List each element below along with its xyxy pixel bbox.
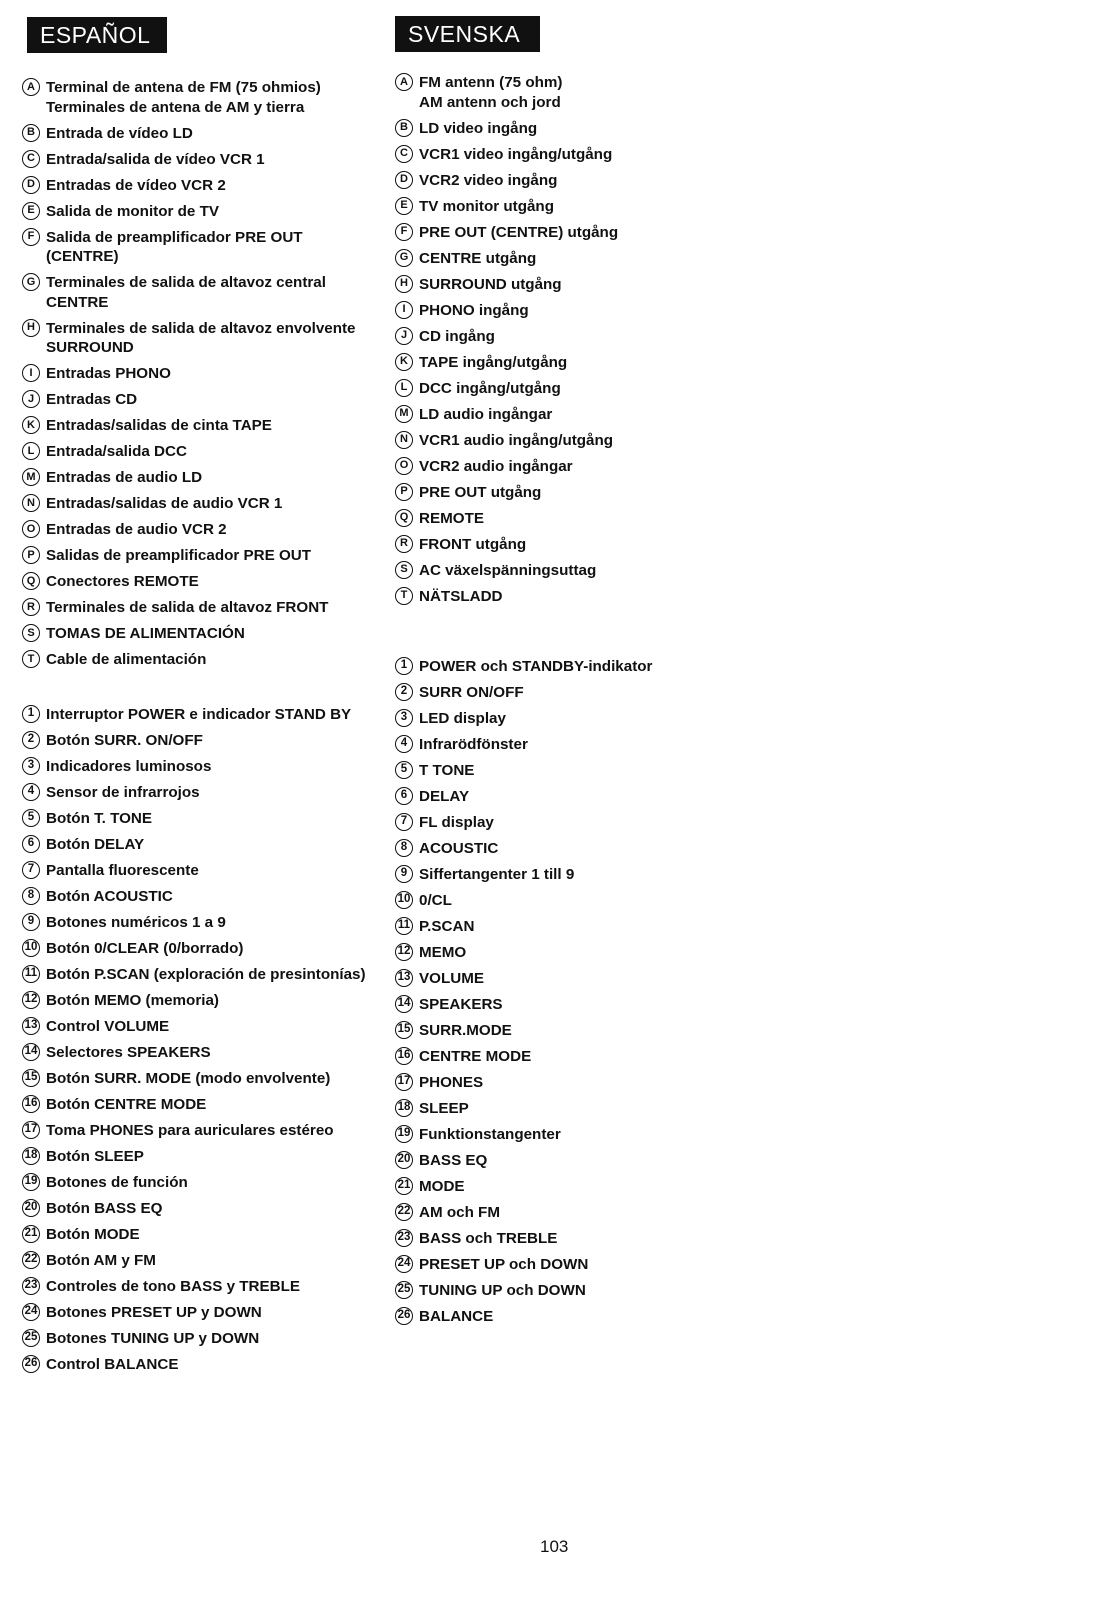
item-label: Botón P.SCAN (exploración de presintonías) xyxy=(46,966,366,983)
list-item xyxy=(395,683,652,703)
list-item xyxy=(22,809,366,829)
item-label: AC växelspänningsuttag xyxy=(419,561,597,579)
item-marker: 14 xyxy=(22,1043,40,1061)
item-marker: 20 xyxy=(22,1199,40,1217)
item-marker: H xyxy=(395,275,413,293)
item-label: Terminales de salida de altavoz central CENTRE xyxy=(46,274,326,311)
item-marker: D xyxy=(22,176,40,194)
item-marker: C xyxy=(22,150,40,168)
item-marker: H xyxy=(22,319,40,337)
item-label: TAPE ingång/utgång xyxy=(419,353,568,371)
item-marker: 15 xyxy=(22,1069,40,1087)
item-marker: 3 xyxy=(22,757,40,775)
sv-control-list xyxy=(395,657,652,1333)
list-item xyxy=(22,835,366,855)
item-marker: 12 xyxy=(22,991,40,1009)
item-label: Botón T. TONE xyxy=(46,810,153,827)
item-label: Entradas/salidas de cinta TAPE xyxy=(46,417,272,434)
item-marker: 9 xyxy=(22,913,40,931)
list-item xyxy=(22,1095,366,1115)
page-number: 103 xyxy=(540,1537,569,1556)
item-marker: 17 xyxy=(395,1073,413,1091)
item-marker: 18 xyxy=(22,1147,40,1165)
item-marker: 8 xyxy=(22,887,40,905)
item-label: Entradas PHONO xyxy=(46,365,171,382)
item-label: ACOUSTIC xyxy=(419,840,499,857)
item-marker: 26 xyxy=(22,1355,40,1373)
item-label: Entradas de audio LD xyxy=(46,469,203,486)
list-item xyxy=(22,442,372,462)
item-label: Botón 0/CLEAR (0/borrado) xyxy=(46,940,244,957)
item-marker: 3 xyxy=(395,709,413,727)
item-marker: 4 xyxy=(395,735,413,753)
header-svenska: SVENSKA xyxy=(395,16,540,52)
list-item xyxy=(395,171,618,191)
item-marker: 20 xyxy=(395,1151,413,1169)
list-item xyxy=(22,598,372,618)
item-label: Botón SURR. MODE (modo envolvente) xyxy=(46,1070,331,1087)
list-item xyxy=(22,861,366,881)
list-item xyxy=(22,176,372,196)
item-marker: G xyxy=(395,249,413,267)
item-label: Botón SURR. ON/OFF xyxy=(46,732,203,749)
item-marker: 11 xyxy=(22,965,40,983)
item-marker: 25 xyxy=(395,1281,413,1299)
item-label: T TONE xyxy=(419,762,475,779)
item-label: Conectores REMOTE xyxy=(46,573,199,590)
item-marker: 14 xyxy=(395,995,413,1013)
item-label: SURR.MODE xyxy=(419,1022,512,1039)
list-item xyxy=(22,991,366,1011)
item-marker: 15 xyxy=(395,1021,413,1039)
list-item xyxy=(22,1277,366,1297)
list-item xyxy=(22,650,372,670)
item-marker: 2 xyxy=(395,683,413,701)
item-label: PHONES xyxy=(419,1074,484,1091)
item-label: Salida de preamplificador PRE OUT (CENTRE) xyxy=(46,228,303,265)
item-marker: 24 xyxy=(395,1255,413,1273)
list-item xyxy=(22,228,372,267)
list-item xyxy=(395,1307,652,1327)
list-item xyxy=(395,353,618,373)
list-item xyxy=(395,735,652,755)
item-label: Entrada/salida DCC xyxy=(46,443,187,460)
item-marker: A xyxy=(395,73,413,91)
list-item xyxy=(395,787,652,807)
list-item xyxy=(395,1203,652,1223)
list-item xyxy=(395,657,652,677)
item-label: 0/CL xyxy=(419,892,452,909)
item-marker: E xyxy=(395,197,413,215)
item-label: Infrarödfönster xyxy=(419,736,528,753)
item-marker: M xyxy=(22,468,40,486)
item-marker: Q xyxy=(395,509,413,527)
list-item xyxy=(395,761,652,781)
item-marker: B xyxy=(395,119,413,137)
list-item xyxy=(395,119,618,139)
item-label: FL display xyxy=(419,814,494,831)
list-item xyxy=(395,431,618,451)
item-marker: K xyxy=(22,416,40,434)
list-item xyxy=(22,1017,366,1037)
list-item xyxy=(22,1173,366,1193)
item-marker: 12 xyxy=(395,943,413,961)
item-label: Terminales de salida de altavoz envolvente SURROUND xyxy=(46,319,356,356)
item-marker: 6 xyxy=(22,835,40,853)
item-label: REMOTE xyxy=(419,509,484,527)
list-item xyxy=(22,1251,366,1271)
list-item xyxy=(22,1069,366,1089)
item-marker: 19 xyxy=(395,1125,413,1143)
item-marker: 25 xyxy=(22,1329,40,1347)
item-marker: 1 xyxy=(22,705,40,723)
item-marker: 16 xyxy=(395,1047,413,1065)
item-marker: 5 xyxy=(395,761,413,779)
list-item xyxy=(22,1199,366,1219)
item-label: Botón SLEEP xyxy=(46,1148,144,1165)
item-label: POWER och STANDBY-indikator xyxy=(419,658,653,675)
item-marker: 10 xyxy=(22,939,40,957)
item-label: Controles de tono BASS y TREBLE xyxy=(46,1278,300,1295)
item-label: Toma PHONES para auriculares estéreo xyxy=(46,1122,334,1139)
list-item xyxy=(22,913,366,933)
item-label: Sensor de infrarrojos xyxy=(46,784,200,801)
item-marker: 13 xyxy=(395,969,413,987)
list-item xyxy=(395,561,618,581)
item-marker: 24 xyxy=(22,1303,40,1321)
item-label: PRE OUT (CENTRE) utgång xyxy=(419,223,619,241)
item-marker: K xyxy=(395,353,413,371)
item-marker: R xyxy=(395,535,413,553)
item-label: Entrada/salida de vídeo VCR 1 xyxy=(46,150,265,168)
item-marker: 21 xyxy=(22,1225,40,1243)
list-item xyxy=(22,1329,366,1349)
item-marker xyxy=(395,93,413,111)
item-marker: J xyxy=(395,327,413,345)
item-marker: C xyxy=(395,145,413,163)
list-item xyxy=(22,150,372,170)
item-marker: 1 xyxy=(395,657,413,675)
item-marker: L xyxy=(395,379,413,397)
item-label: Indicadores luminosos xyxy=(46,758,212,775)
item-label: Botón MEMO (memoria) xyxy=(46,992,219,1009)
list-item xyxy=(395,1229,652,1249)
list-item xyxy=(22,624,372,644)
item-marker: 10 xyxy=(395,891,413,909)
item-marker: O xyxy=(22,520,40,538)
item-label: Botón AM y FM xyxy=(46,1252,156,1269)
list-item xyxy=(22,494,372,514)
item-label: MODE xyxy=(419,1178,465,1195)
item-label: PRE OUT utgång xyxy=(419,483,542,501)
item-label: Botones de función xyxy=(46,1174,188,1191)
list-item xyxy=(395,301,618,321)
list-item xyxy=(395,249,618,269)
list-item xyxy=(22,202,372,222)
item-label: VCR1 video ingång/utgång xyxy=(419,145,613,163)
item-label: Terminales de antena de AM y tierra xyxy=(46,98,305,116)
item-label: P.SCAN xyxy=(419,918,475,935)
item-marker: 23 xyxy=(395,1229,413,1247)
list-item xyxy=(22,1303,366,1323)
list-item xyxy=(395,483,618,503)
list-item xyxy=(22,1355,366,1375)
sv-connector-list xyxy=(395,73,618,613)
item-marker: E xyxy=(22,202,40,220)
list-item xyxy=(395,73,618,93)
list-item xyxy=(395,1099,652,1119)
item-label: VCR1 audio ingång/utgång xyxy=(419,431,614,449)
list-item xyxy=(395,1125,652,1145)
item-marker: L xyxy=(22,442,40,460)
item-label: VCR2 audio ingångar xyxy=(419,457,573,475)
item-label: BASS och TREBLE xyxy=(419,1230,558,1247)
item-marker: 16 xyxy=(22,1095,40,1113)
item-marker: M xyxy=(395,405,413,423)
list-item xyxy=(395,1151,652,1171)
es-connector-list xyxy=(22,78,372,676)
item-marker: 9 xyxy=(395,865,413,883)
item-marker: 4 xyxy=(22,783,40,801)
item-label: FM antenn (75 ohm) xyxy=(419,74,563,91)
item-label: LD video ingång xyxy=(419,119,538,137)
item-label: Botón BASS EQ xyxy=(46,1200,163,1217)
list-item xyxy=(395,379,618,399)
list-item xyxy=(395,1047,652,1067)
item-label: PRESET UP och DOWN xyxy=(419,1256,589,1273)
item-marker: S xyxy=(22,624,40,642)
list-item xyxy=(22,1225,366,1245)
list-item xyxy=(395,839,652,859)
list-item xyxy=(22,416,372,436)
list-item xyxy=(22,124,372,144)
item-label: Entradas CD xyxy=(46,391,138,408)
item-label: BALANCE xyxy=(419,1308,494,1325)
item-marker: P xyxy=(22,546,40,564)
list-item xyxy=(395,1177,652,1197)
list-item xyxy=(395,865,652,885)
list-item xyxy=(395,197,618,217)
item-label: TV monitor utgång xyxy=(419,197,554,215)
list-item xyxy=(395,145,618,165)
item-label: TOMAS DE ALIMENTACIÓN xyxy=(46,625,245,642)
list-item xyxy=(22,364,372,384)
list-item xyxy=(22,520,372,540)
list-item xyxy=(395,995,652,1015)
item-label: VOLUME xyxy=(419,970,484,987)
item-marker: 19 xyxy=(22,1173,40,1191)
item-label: SPEAKERS xyxy=(419,996,503,1013)
list-item xyxy=(395,1073,652,1093)
item-label: SURROUND utgång xyxy=(419,275,562,293)
list-item xyxy=(22,939,366,959)
list-item xyxy=(22,1121,366,1141)
header-espanol: ESPAÑOL xyxy=(27,17,167,53)
list-item xyxy=(395,405,618,425)
item-marker: 22 xyxy=(395,1203,413,1221)
list-item xyxy=(395,969,652,989)
item-label: VCR2 video ingång xyxy=(419,171,558,189)
item-marker: 7 xyxy=(395,813,413,831)
list-item xyxy=(22,98,372,118)
list-item xyxy=(22,1147,366,1167)
item-marker: G xyxy=(22,273,40,291)
item-marker: 23 xyxy=(22,1277,40,1295)
item-marker: F xyxy=(22,228,40,246)
list-item xyxy=(395,587,618,607)
list-item xyxy=(22,783,366,803)
item-label: Entradas de vídeo VCR 2 xyxy=(46,176,226,194)
list-item xyxy=(22,319,372,358)
list-item xyxy=(22,965,366,985)
list-item xyxy=(395,943,652,963)
list-item xyxy=(22,731,366,751)
item-label: TUNING UP och DOWN xyxy=(419,1282,586,1299)
list-item xyxy=(22,390,372,410)
item-marker: 8 xyxy=(395,839,413,857)
item-label: Salida de monitor de TV xyxy=(46,202,219,220)
list-item xyxy=(395,891,652,911)
item-label: Entradas de audio VCR 2 xyxy=(46,521,227,538)
list-item xyxy=(395,535,618,555)
item-label: CENTRE MODE xyxy=(419,1048,532,1065)
item-label: Botón CENTRE MODE xyxy=(46,1096,207,1113)
list-item xyxy=(395,1255,652,1275)
item-label: Control BALANCE xyxy=(46,1356,179,1373)
item-marker: 18 xyxy=(395,1099,413,1117)
list-item xyxy=(22,468,372,488)
item-label: Pantalla fluorescente xyxy=(46,862,199,879)
list-item xyxy=(22,572,372,592)
list-item xyxy=(395,223,618,243)
item-label: SLEEP xyxy=(419,1100,469,1117)
list-item xyxy=(22,1043,366,1063)
item-marker: A xyxy=(22,78,40,96)
item-marker: O xyxy=(395,457,413,475)
item-marker: I xyxy=(22,364,40,382)
item-label: DCC ingång/utgång xyxy=(419,379,561,397)
item-label: Botones numéricos 1 a 9 xyxy=(46,914,226,931)
item-marker: D xyxy=(395,171,413,189)
item-marker: S xyxy=(395,561,413,579)
item-marker: 13 xyxy=(22,1017,40,1035)
item-label: AM antenn och jord xyxy=(419,93,561,111)
item-label: Botón ACOUSTIC xyxy=(46,888,173,905)
item-label: Terminales de salida de altavoz FRONT xyxy=(46,599,329,616)
item-label: AM och FM xyxy=(419,1204,500,1221)
list-item xyxy=(395,93,618,113)
item-label: DELAY xyxy=(419,788,470,805)
item-label: Selectores SPEAKERS xyxy=(46,1044,211,1061)
item-marker: N xyxy=(395,431,413,449)
list-item xyxy=(395,917,652,937)
item-marker: 6 xyxy=(395,787,413,805)
list-item xyxy=(395,457,618,477)
item-label: BASS EQ xyxy=(419,1152,488,1169)
item-label: Siffertangenter 1 till 9 xyxy=(419,866,575,883)
list-item xyxy=(395,813,652,833)
item-marker: R xyxy=(22,598,40,616)
item-marker: T xyxy=(22,650,40,668)
item-label: Botón MODE xyxy=(46,1226,140,1243)
item-label: Cable de alimentación xyxy=(46,651,207,668)
list-item xyxy=(22,887,366,907)
item-label: Salidas de preamplificador PRE OUT xyxy=(46,547,312,564)
item-label: LED display xyxy=(419,710,506,727)
list-item xyxy=(395,275,618,295)
item-marker: I xyxy=(395,301,413,319)
item-label: Interruptor POWER e indicador STAND BY xyxy=(46,706,352,723)
item-label: Botón DELAY xyxy=(46,836,145,853)
item-marker: 17 xyxy=(22,1121,40,1139)
list-item xyxy=(395,1021,652,1041)
item-label: Entrada de vídeo LD xyxy=(46,124,193,142)
item-label: Botones PRESET UP y DOWN xyxy=(46,1304,262,1321)
item-marker: N xyxy=(22,494,40,512)
item-label: LD audio ingångar xyxy=(419,405,553,423)
item-label: SURR ON/OFF xyxy=(419,684,524,701)
list-item xyxy=(22,705,366,725)
item-label: PHONO ingång xyxy=(419,301,529,319)
item-marker: 2 xyxy=(22,731,40,749)
item-label: Funktionstangenter xyxy=(419,1126,561,1143)
item-marker: 21 xyxy=(395,1177,413,1195)
item-label: Terminal de antena de FM (75 ohmios) xyxy=(46,79,321,96)
item-marker: B xyxy=(22,124,40,142)
list-item xyxy=(22,78,372,98)
item-label: Botones TUNING UP y DOWN xyxy=(46,1330,260,1347)
item-label: Control VOLUME xyxy=(46,1018,170,1035)
list-item xyxy=(395,509,618,529)
list-item xyxy=(395,709,652,729)
list-item xyxy=(395,327,618,347)
item-label: MEMO xyxy=(419,944,467,961)
es-control-list xyxy=(22,705,366,1381)
item-label: FRONT utgång xyxy=(419,535,527,553)
item-marker: 5 xyxy=(22,809,40,827)
item-marker: 11 xyxy=(395,917,413,935)
item-label: Entradas/salidas de audio VCR 1 xyxy=(46,495,283,512)
item-marker: J xyxy=(22,390,40,408)
item-label: CENTRE utgång xyxy=(419,249,537,267)
item-label: CD ingång xyxy=(419,327,495,345)
item-marker: 26 xyxy=(395,1307,413,1325)
item-marker: Q xyxy=(22,572,40,590)
item-marker: P xyxy=(395,483,413,501)
item-marker: 22 xyxy=(22,1251,40,1269)
item-marker: F xyxy=(395,223,413,241)
list-item xyxy=(22,273,372,312)
list-item xyxy=(22,757,366,777)
item-marker xyxy=(22,98,40,116)
item-marker: 7 xyxy=(22,861,40,879)
item-marker: T xyxy=(395,587,413,605)
item-label: NÄTSLADD xyxy=(419,587,503,605)
list-item xyxy=(395,1281,652,1301)
list-item xyxy=(22,546,372,566)
